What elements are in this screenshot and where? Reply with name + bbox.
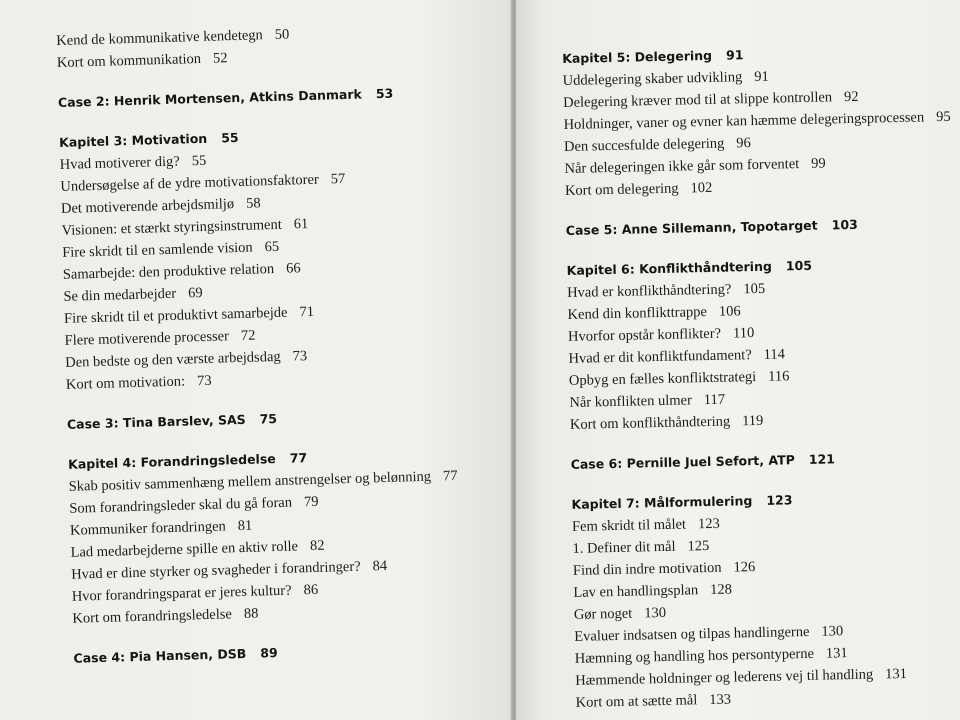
toc-entry: Kend din konflikttrappe 106 bbox=[567, 303, 741, 323]
page-number: 55 bbox=[191, 152, 207, 170]
toc-entry: Kort om kommunikation 52 bbox=[56, 50, 228, 71]
page-number: 125 bbox=[687, 538, 710, 555]
page-number: 130 bbox=[644, 604, 667, 622]
toc-entry: Kort om konflikthåndtering 119 bbox=[569, 412, 764, 433]
page-number: 55 bbox=[220, 129, 239, 146]
toc-entry: Den succesfulde delegering 96 bbox=[563, 135, 751, 155]
page-number: 95 bbox=[935, 108, 951, 126]
page-number: 92 bbox=[843, 88, 859, 106]
page-number: 73 bbox=[196, 372, 212, 390]
page-number: 77 bbox=[289, 450, 308, 466]
toc-entry: Kommuniker forandringen 81 bbox=[69, 517, 253, 539]
toc-entry: Lav en handlingsplan 128 bbox=[573, 581, 733, 601]
page-number: 57 bbox=[330, 170, 346, 188]
toc-entry: Fire skridt til en samlende vision 65 bbox=[62, 238, 280, 261]
page-number: 123 bbox=[697, 515, 720, 533]
toc-entry: Den bedste og den værste arbejdsdag 73 bbox=[65, 348, 308, 371]
page-number: 86 bbox=[303, 581, 319, 599]
toc-entry: Flere motiverende processer 72 bbox=[64, 327, 256, 349]
toc-entry: Skab positiv sammenhæng mellem anstrengelser og belønning 77 bbox=[68, 467, 458, 495]
toc-entry: Hvad er dine styrker og svagheder i forandringer? 84 bbox=[70, 557, 388, 583]
page-number: 50 bbox=[274, 26, 290, 43]
page-number: 96 bbox=[736, 135, 751, 152]
page-number: 72 bbox=[240, 327, 256, 344]
page-number: 105 bbox=[785, 257, 813, 274]
toc-entry: Hvad motiverer dig? 55 bbox=[59, 152, 207, 173]
toc-entry: Gør noget 130 bbox=[573, 604, 667, 623]
toc-entry: Hvor forandringsparat er jeres kultur? 86 bbox=[71, 581, 319, 605]
toc-entry: Lad medarbejderne spille en aktiv rolle 82 bbox=[70, 537, 325, 561]
toc-entry: Visionen: et stærkt styringsinstrument 61 bbox=[61, 216, 309, 239]
page-number: 123 bbox=[766, 492, 793, 508]
page-number: 66 bbox=[285, 260, 301, 277]
page-number: 131 bbox=[825, 645, 848, 662]
toc-entry: Find din indre motivation 126 bbox=[572, 559, 756, 579]
page-number: 130 bbox=[821, 623, 844, 640]
page-number: 71 bbox=[299, 303, 315, 321]
page-number: 116 bbox=[768, 368, 790, 385]
toc-case-heading: Case 5: Anne Sillemann, Topotarget 103 bbox=[565, 216, 858, 238]
toc-case-heading: Case 3: Tina Barslev, SAS 75 bbox=[66, 410, 278, 432]
toc-entry: Kort om delegering 102 bbox=[564, 179, 713, 199]
toc-chapter-heading: Kapitel 3: Motivation 55 bbox=[58, 129, 239, 150]
toc-case-heading: Case 4: Pia Hansen, DSB 89 bbox=[73, 645, 278, 666]
page-number: 88 bbox=[243, 605, 259, 622]
page-number: 117 bbox=[703, 391, 726, 409]
page-number: 53 bbox=[375, 85, 394, 102]
page-number: 128 bbox=[710, 581, 733, 599]
page-number: 110 bbox=[732, 325, 755, 342]
toc-entry: Opbyg en fælles konfliktstrategi 116 bbox=[568, 368, 790, 389]
page-number: 133 bbox=[709, 691, 732, 709]
toc-entry: Undersøgelse af de ydre motivationsfaktorer 57 bbox=[60, 170, 346, 195]
toc-entry: Kort om at sætte mål 133 bbox=[575, 691, 732, 711]
toc-entry: Kort om motivation: 73 bbox=[65, 372, 212, 393]
page-number: 105 bbox=[743, 280, 766, 298]
toc-entry: Fire skridt til et produktivt samarbejde 71 bbox=[63, 303, 315, 327]
toc-chapter-heading: Kapitel 6: Konflikthåndtering 105 bbox=[566, 257, 813, 278]
page-number: 81 bbox=[237, 517, 253, 535]
toc-entry: Delegering kræver mod til at slippe kontrollen 92 bbox=[562, 88, 859, 111]
page-number: 79 bbox=[303, 493, 319, 511]
toc-entry: Holdninger, vaner og evner kan hæmme delegeringsprocessen 95 bbox=[563, 108, 951, 133]
toc-entry: Se din medarbejder 69 bbox=[63, 285, 203, 305]
page-number: 52 bbox=[212, 50, 228, 67]
page-number: 89 bbox=[260, 645, 278, 661]
toc-entry: Det motiverende arbejdsmiljø 58 bbox=[60, 195, 261, 217]
toc-chapter-heading: Kapitel 5: Delegering 91 bbox=[562, 47, 744, 66]
toc-entry: Når konflikten ulmer 117 bbox=[569, 391, 726, 411]
page-number: 99 bbox=[811, 155, 826, 172]
page-number: 103 bbox=[831, 216, 858, 233]
toc-entry: Hvad er dit konfliktfundament? 114 bbox=[568, 346, 786, 367]
toc-entry: Som forandringsleder skal du gå foran 79 bbox=[69, 493, 319, 517]
page-number: 91 bbox=[754, 68, 769, 85]
toc-entry: Fem skridt til målet 123 bbox=[571, 515, 720, 535]
toc-entry: Samarbejde: den produktive relation 66 bbox=[62, 260, 301, 283]
page-number: 61 bbox=[293, 216, 309, 233]
toc-chapter-heading: Kapitel 7: Målformulering 123 bbox=[571, 492, 793, 512]
page-number: 69 bbox=[187, 285, 203, 302]
page-number: 106 bbox=[718, 303, 741, 320]
page-number: 126 bbox=[733, 559, 756, 576]
page-number: 58 bbox=[245, 195, 261, 212]
toc-entry: Hæmmende holdninger og lederens vej til handling 131 bbox=[575, 665, 908, 689]
page-number: 119 bbox=[741, 412, 764, 430]
page-number: 91 bbox=[725, 47, 744, 63]
page-number: 102 bbox=[690, 179, 713, 197]
toc-entry: Kort om forandringsledelse 88 bbox=[72, 605, 259, 627]
toc-entry: Hvad er konflikthåndtering? 105 bbox=[566, 280, 766, 301]
toc-entry: Evaluer indsatsen og tilpas handlingerne 130 bbox=[574, 623, 844, 645]
toc-entry: Hvorfor opstår konflikter? 110 bbox=[567, 325, 755, 345]
page-number: 75 bbox=[259, 410, 278, 427]
toc-chapter-heading: Kapitel 4: Forandringsledelse 77 bbox=[67, 450, 308, 472]
page-number: 84 bbox=[372, 557, 388, 575]
page-number: 121 bbox=[808, 451, 836, 467]
toc-left bbox=[56, 19, 463, 670]
page-number: 65 bbox=[264, 238, 280, 256]
toc-entry: Kend de kommunikative kendetegn 50 bbox=[56, 26, 290, 49]
page-number: 73 bbox=[292, 348, 308, 365]
toc-entry: Uddelegering skaber udvikling 91 bbox=[562, 68, 769, 89]
page-number: 131 bbox=[885, 665, 908, 683]
page-number: 114 bbox=[763, 346, 786, 363]
toc-entry: Hæmning og handling hos persontyperne 131 bbox=[574, 645, 848, 667]
toc-entry: 1. Definer dit mål 125 bbox=[572, 538, 710, 557]
toc-right bbox=[562, 40, 960, 714]
page-number: 82 bbox=[309, 537, 325, 555]
toc-entry: Når delegeringen ikke går som forventet 99 bbox=[564, 155, 826, 177]
page-number: 77 bbox=[442, 467, 458, 485]
toc-case-heading: Case 2: Henrik Mortensen, Atkins Danmark 53 bbox=[57, 85, 394, 110]
toc-case-heading: Case 6: Pernille Juel Sefort, ATP 121 bbox=[570, 451, 836, 472]
